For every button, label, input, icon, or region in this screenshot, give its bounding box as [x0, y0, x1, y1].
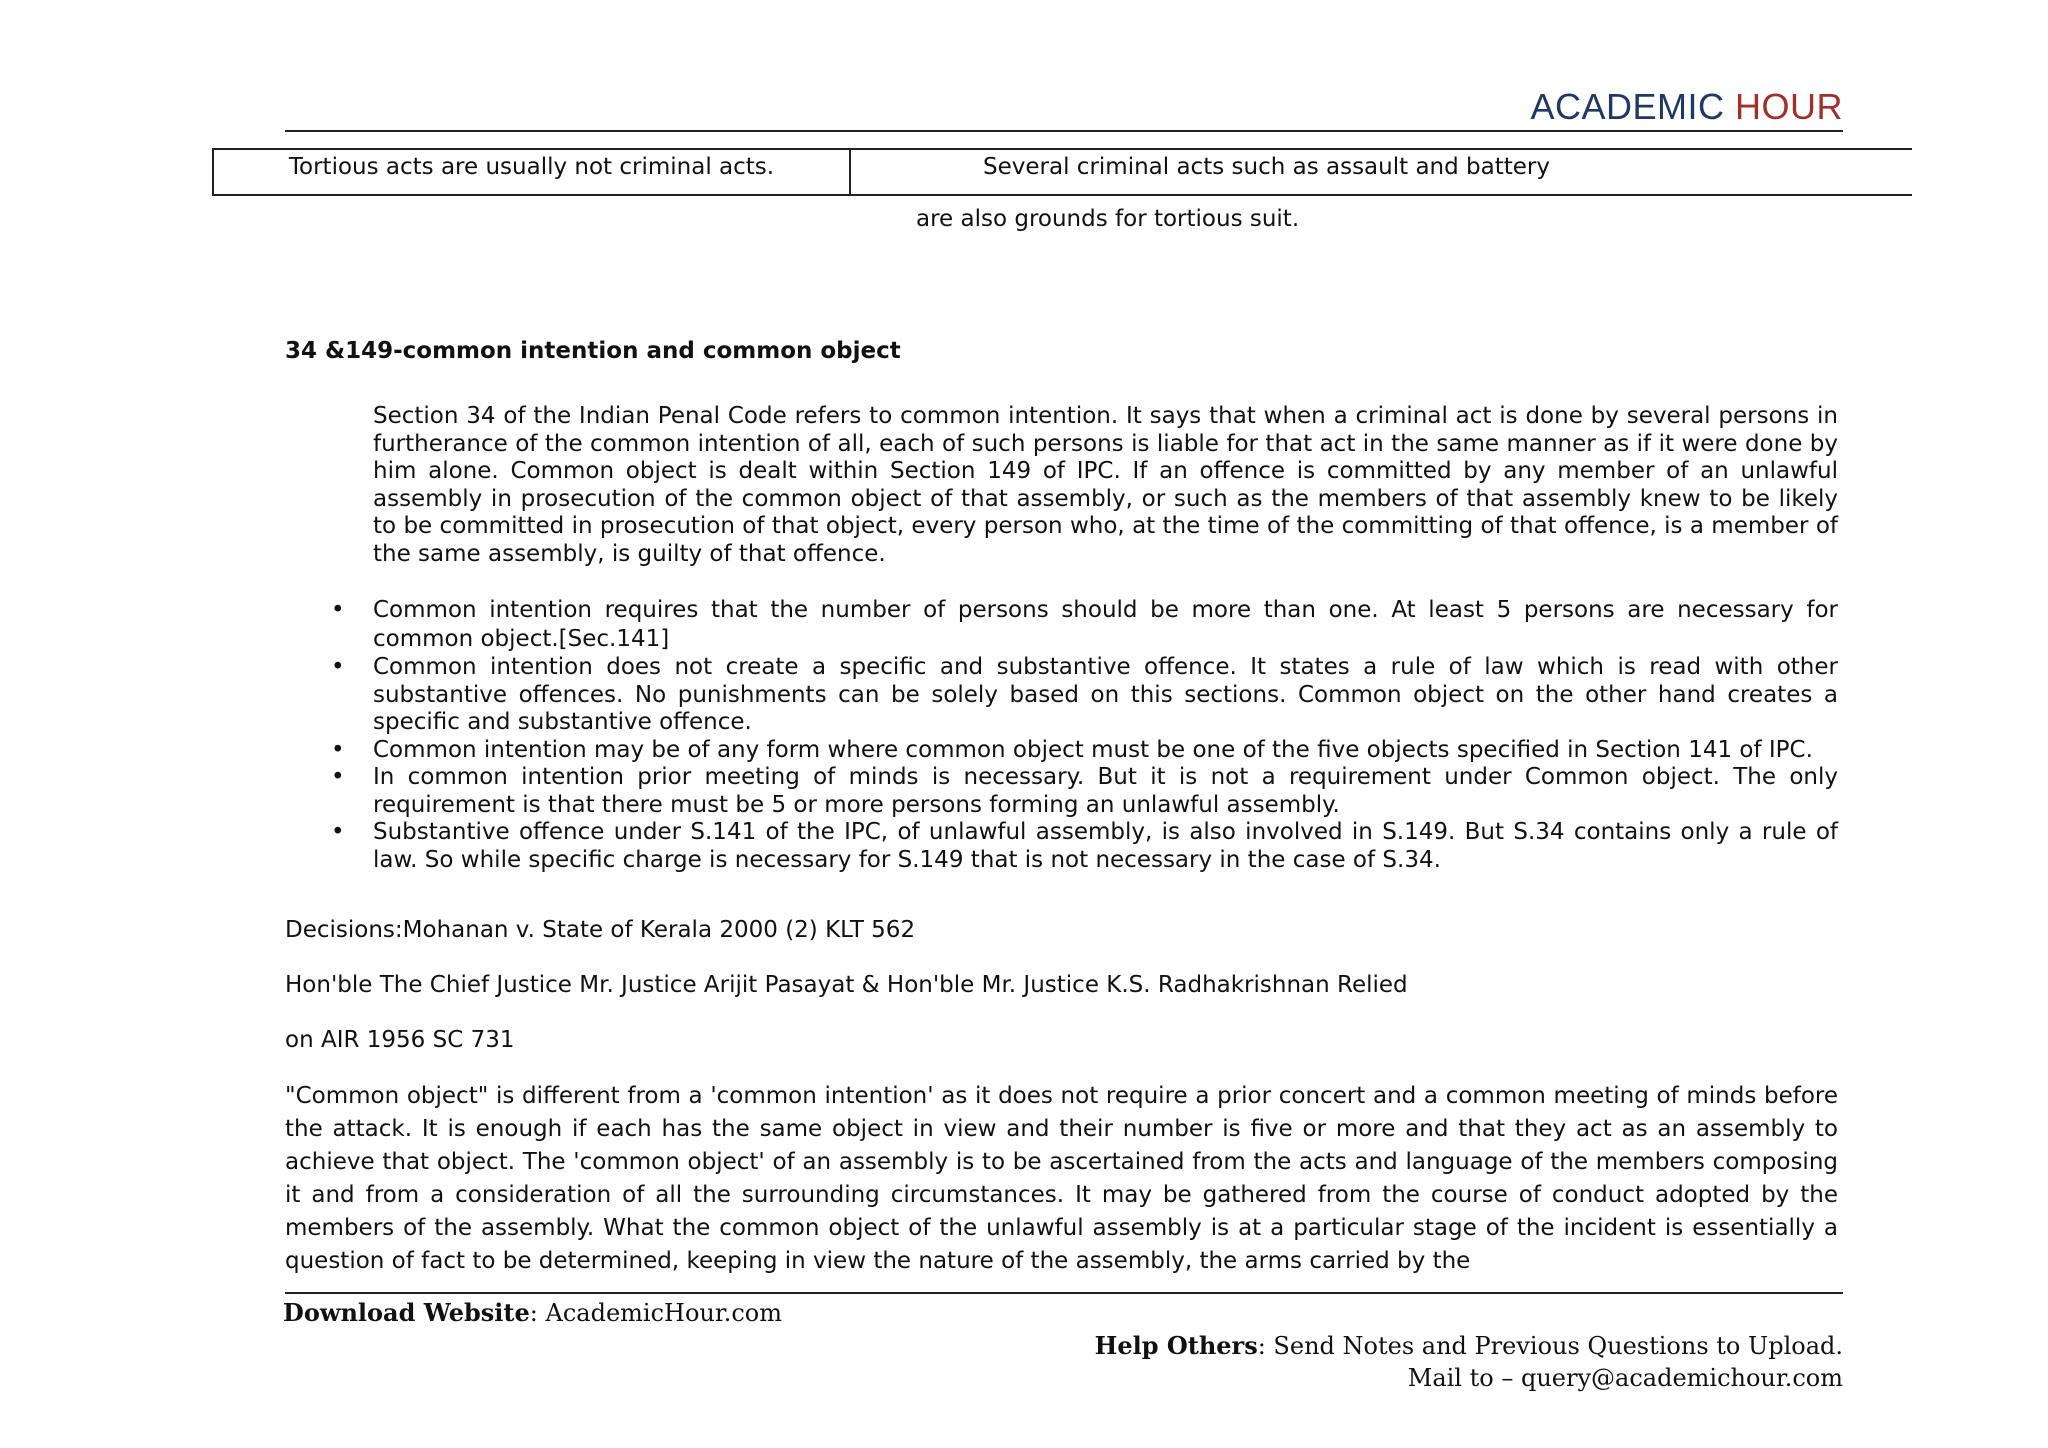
intro-paragraph: Section 34 of the Indian Penal Code refers to common intention. It says that when a criminal act is done by several persons in furtherance of the common intention of all, each of such persons is liable for that act in the same manner as if it were done by him alone. Common object is dealt within Section 149 of IPC. If an offence is committed by any member of an unlawful assembly in prosecution of the common object of that assembly, or such as the members of that assembly knew to be likely to be committed in prosecution of that object, every person who, at the time of the committing of that offence, is a member of the same assembly, is guilty of that offence. [373, 403, 1838, 567]
comparison-cell-left: Tortious acts are usually not criminal acts. [214, 150, 851, 194]
decisions-line: Decisions:Mohanan v. State of Kerala 2000 (2) KLT 562 [285, 917, 916, 943]
footer-mail: Mail to – query@academichour.com [1407, 1364, 1843, 1392]
comparison-table [212, 148, 1912, 196]
download-website: : AcademicHour.com [529, 1299, 782, 1327]
difference-list [373, 596, 1838, 874]
comparison-cell-right-continued: are also grounds for tortious suit. [916, 206, 1300, 232]
quote-paragraph: "Common object" is different from a 'common intention' as it does not require a prior concert and a common meeting of minds before the attack. It is enough if each has the same object in view and their number is five or more and that they act as an assembly to achieve that object. The 'common object' of an assembly is to be ascertained from the acts and language of the members composing it and from a consideration of all the surrounding circumstances. It may be gathered from the course of conduct adopted by the members of the assembly. What the common object of the unlawful assembly is at a particular stage of the incident is essentially a question of fact to be determined, keeping in view the nature of the assembly, the arms carried by the [285, 1083, 1838, 1274]
bench-line: Hon'ble The Chief Justice Mr. Justice Arijit Pasayat & Hon'ble Mr. Justice K.S. Radhakrishnan Relied [285, 972, 1408, 998]
help-text: : Send Notes and Previous Questions to Upload. [1257, 1332, 1843, 1360]
brand-part-academic: ACADEMIC [1530, 86, 1725, 127]
footer-download [283, 1298, 782, 1327]
list-item: • Common intention may be of any form where common object must be one of the five objects specified in Section 141 of IPC. [373, 737, 1838, 765]
help-label: Help Others [1094, 1331, 1258, 1360]
brand-logo [1530, 86, 1843, 128]
footer-divider [285, 1292, 1843, 1294]
section-heading: 34 &149-common intention and common object [285, 338, 901, 364]
list-item: • Substantive offence under S.141 of the IPC, of unlawful assembly, is also involved in S.149. But S.34 contains only a rule of law. So while specific charge is necessary for S.149 that is not necessary in the case of S.34. [373, 819, 1838, 874]
list-item: • Common intention requires that the number of persons should be more than one. At least 5 persons are necessary for common object.[Sec.141] [373, 596, 1838, 654]
header-divider [285, 130, 1843, 132]
citation-line: on AIR 1956 SC 731 [285, 1027, 515, 1053]
list-item: • Common intention does not create a specific and substantive offence. It states a rule of law which is read with other substantive offences. No punishments can be solely based on this sections. Common object on the other hand creates a specific and substantive offence. [373, 654, 1838, 737]
brand-part-hour: HOUR [1735, 86, 1843, 127]
footer-help [1095, 1331, 1843, 1360]
list-item: • In common intention prior meeting of minds is necessary. But it is not a requirement under Common object. The only requirement is that there must be 5 or more persons forming an unlawful assembly. [373, 764, 1838, 819]
comparison-cell-right: Several criminal acts such as assault and battery [983, 154, 1550, 180]
download-label: Download Website [283, 1298, 530, 1327]
